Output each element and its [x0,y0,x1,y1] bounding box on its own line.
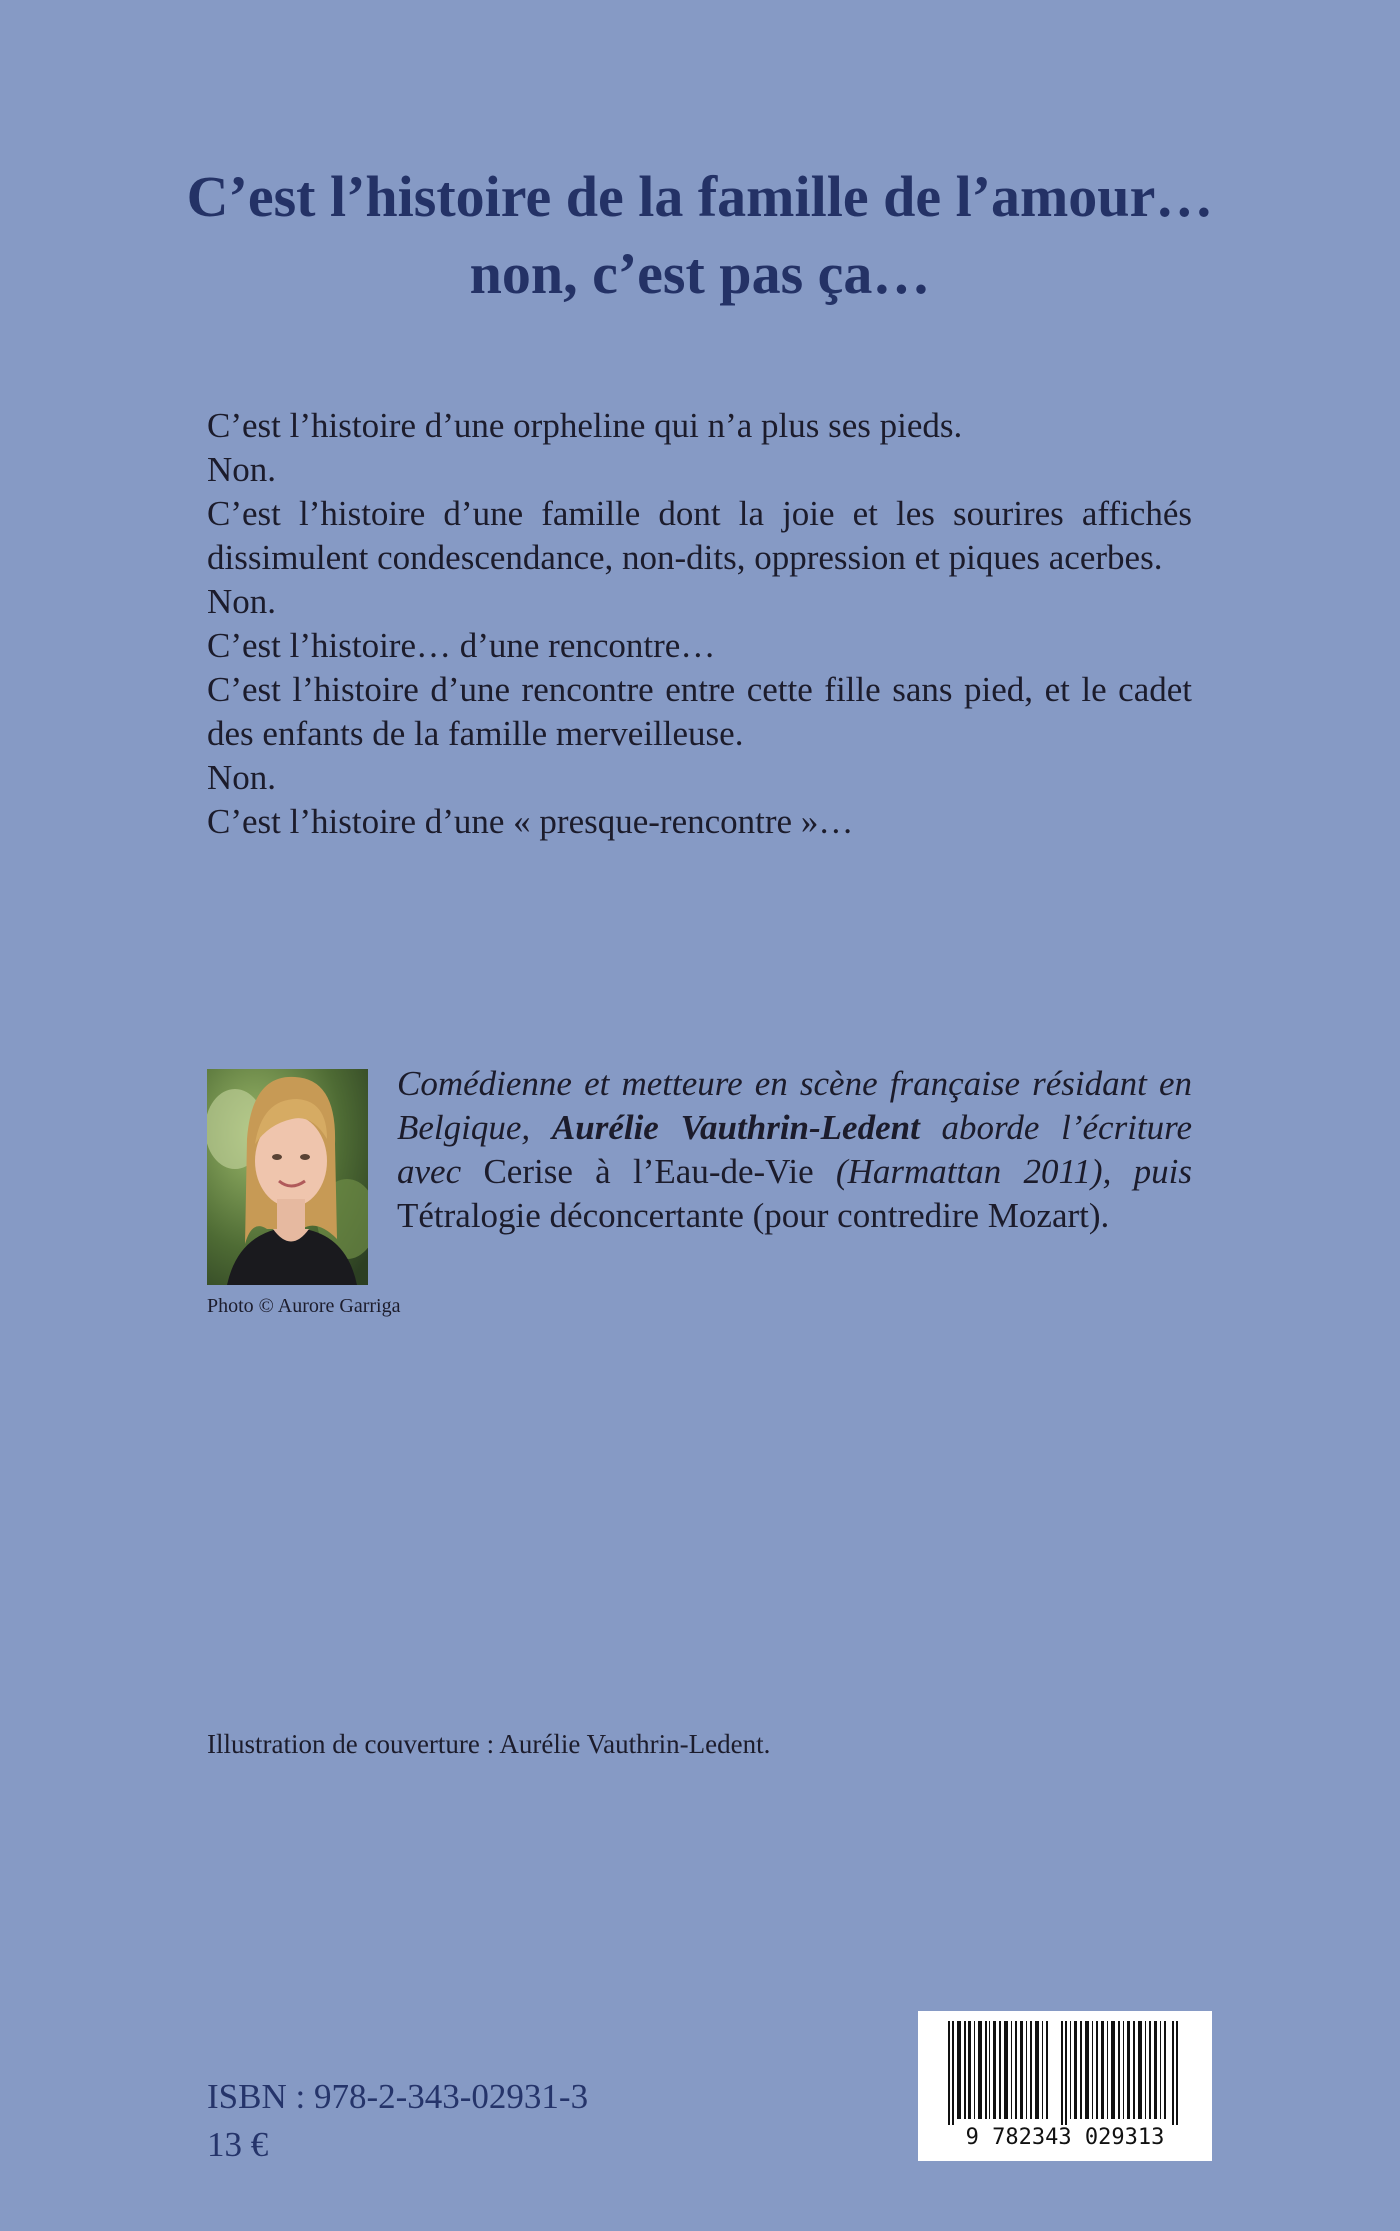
title-line-1: C’est l’histoire de la famille de l’amour… [186,164,1214,229]
bio-text: Comédienne et metteure en scène française résidant en Belgique, [397,1064,1192,1147]
book-title: Cerise à l’Eau-de-Vie [483,1152,814,1191]
blurb-paragraph: Non. [207,758,277,797]
photo-credit: Photo © Aurore Garriga [207,1295,401,1317]
book-title: Tétralogie déconcertante (pour contredire Mozart). [397,1196,1110,1235]
price: 13 € [207,2125,269,2164]
blurb-paragraph: Non. [207,450,277,489]
title-line-2: non, c’est pas ça… [469,241,931,306]
isbn: ISBN : 978-2-343-02931-3 [207,2077,589,2116]
blurb-paragraph: C’est l’histoire d’une famille dont la joie et les sourires affichés dissimulent condescendance, non-dits, oppression et piques acerbes. [207,494,1192,577]
bio-text: (Harmattan 2011), puis [813,1152,1192,1191]
barcode-digits: 9 782343 029313 [965,2125,1165,2150]
blurb-paragraph: C’est l’histoire d’une orpheline qui n’a plus ses pieds. [207,406,963,445]
blurb-paragraph: C’est l’histoire… d’une rencontre… [207,626,716,665]
back-cover-title [0,158,1400,312]
author-bio [397,1062,1192,1238]
blurb [207,404,1192,844]
blurb-paragraph: C’est l’histoire d’une « presque-rencontre »… [207,802,854,841]
author-name: Aurélie Vauthrin-Ledent [551,1108,920,1147]
illustration-credit: Illustration de couverture : Aurélie Vauthrin-Ledent. [207,1729,771,1759]
author-portrait-image [207,1069,368,1285]
barcode [918,2011,1212,2161]
author-photo [207,1069,368,1285]
bio-text: aborde l’écriture avec [397,1108,1192,1191]
blurb-paragraph: Non. [207,582,277,621]
blurb-paragraph: C’est l’histoire d’une rencontre entre cette fille sans pied, et le cadet des enfants de la famille merveilleuse. [207,670,1192,753]
